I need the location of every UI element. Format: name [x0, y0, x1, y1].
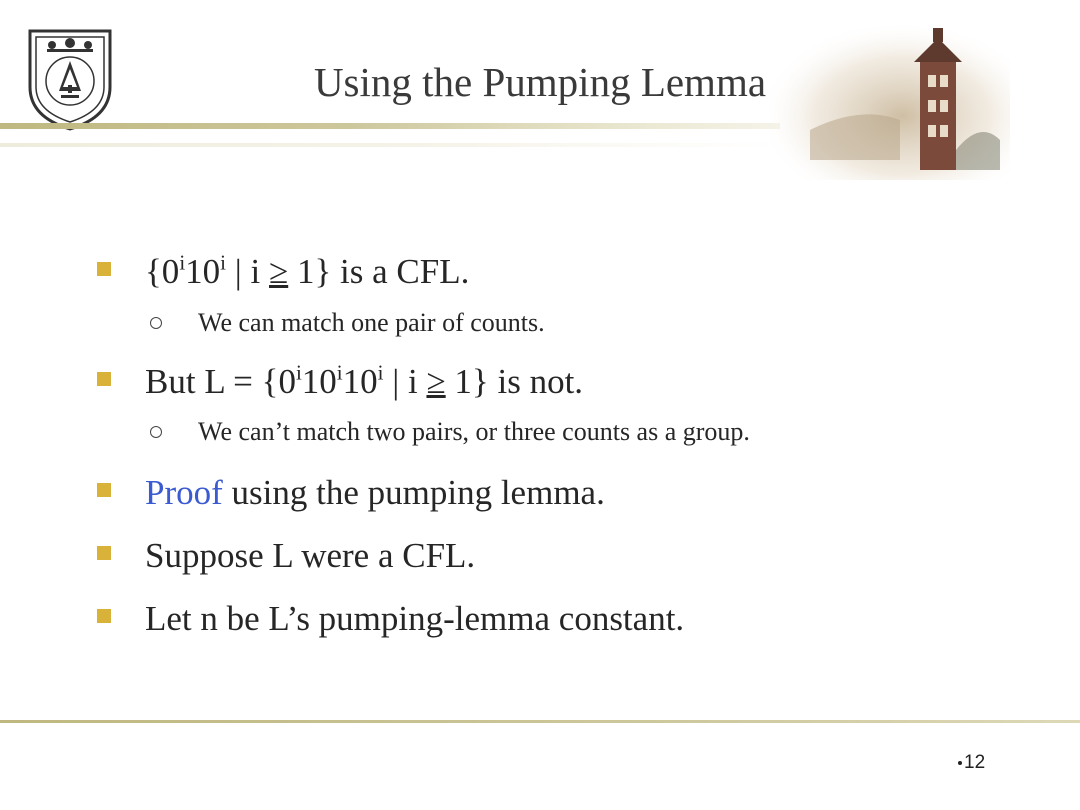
square-bullet-icon [97, 609, 111, 623]
sub-bullet-item: We can’t match two pairs, or three counts as a group. [198, 417, 750, 446]
bullet-item: Proof using the pumping lemma. [145, 473, 605, 512]
bullet-item: Let n be L’s pumping-lemma constant. [145, 599, 685, 638]
square-bullet-icon [97, 372, 111, 386]
ring-bullet-icon [150, 426, 162, 438]
dot-icon [958, 761, 962, 765]
page-number: 12 [958, 752, 985, 774]
footer-rule [0, 720, 1080, 723]
bullet-item: But $L = \{0^i10^i10^i$ | i ≥ 1} is not. [145, 360, 584, 401]
tower-photo [770, 20, 1010, 180]
square-bullet-icon [97, 262, 111, 276]
sub-bullet-item: We can match one pair of counts. [198, 308, 545, 337]
proof-highlight: Proof [145, 473, 223, 512]
square-bullet-icon [97, 483, 111, 497]
university-seal-icon [25, 25, 115, 133]
ring-bullet-icon [150, 317, 162, 329]
square-bullet-icon [97, 546, 111, 560]
bullet-item: {0$^i$10$^i$ | i ≥ 1} is a CFL. [145, 250, 470, 291]
title-rule-shadow [0, 143, 780, 147]
slide-title: Using the Pumping Lemma [313, 59, 767, 105]
bullet-item: Suppose L were a CFL. [145, 536, 476, 575]
title-rule [0, 123, 780, 129]
